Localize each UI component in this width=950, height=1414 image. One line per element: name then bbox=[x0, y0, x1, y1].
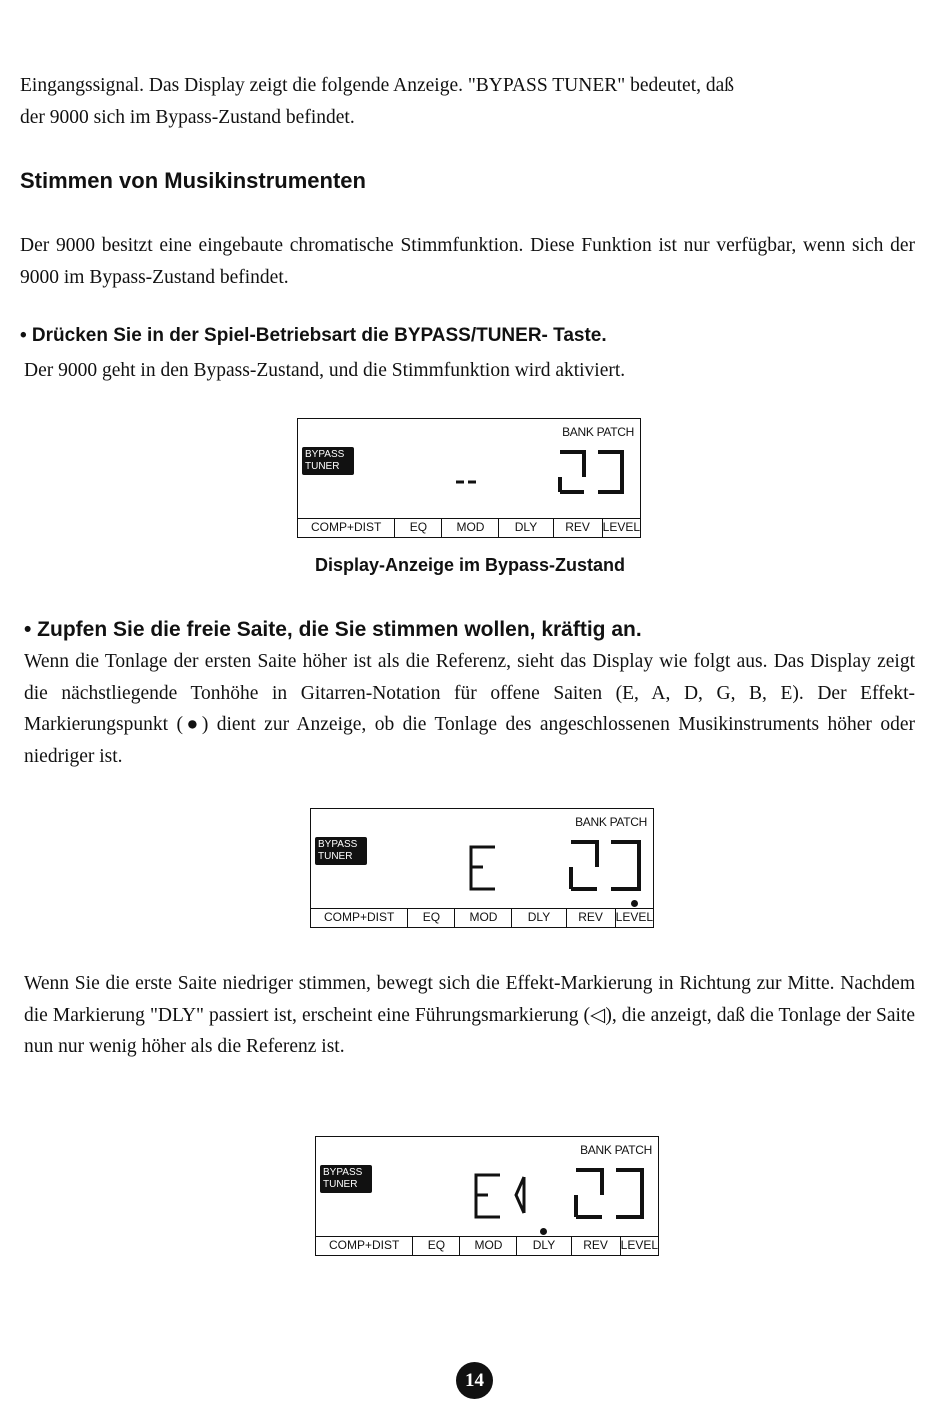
effects-row bbox=[316, 1236, 658, 1255]
effect-cell bbox=[511, 909, 565, 927]
lcd-digits bbox=[316, 1137, 660, 1237]
patch-digits bbox=[576, 1170, 642, 1217]
effect-label: EQ bbox=[422, 910, 441, 924]
effect-label: COMP+DIST bbox=[323, 910, 395, 924]
badge-line-tuner: TUNER bbox=[305, 461, 340, 472]
effect-cell bbox=[316, 1237, 412, 1255]
lcd-digits bbox=[298, 419, 642, 519]
effect-cell bbox=[620, 1237, 658, 1255]
step2-heading: • Zupfen Sie die freie Saite, die Sie stimmen wollen, kräftig an. bbox=[24, 618, 642, 641]
effect-cell bbox=[298, 519, 394, 537]
badge-line-bypass: BYPASS bbox=[323, 1167, 363, 1178]
page-number: 14 bbox=[456, 1362, 493, 1399]
lcd-display-high bbox=[310, 808, 654, 928]
effect-cell bbox=[394, 519, 441, 537]
step1-heading: • Drücken Sie in der Spiel-Betriebsart die BYPASS/TUNER- Taste. bbox=[20, 325, 607, 346]
effect-label: LEVEL bbox=[602, 520, 640, 534]
effect-cell bbox=[412, 1237, 459, 1255]
intro-line-1: Eingangssignal. Das Display zeigt die folgende Anzeige. "BYPASS TUNER" bedeutet, daß bbox=[20, 75, 735, 96]
effect-cell bbox=[553, 519, 602, 537]
intro-line-2: der 9000 sich im Bypass-Zustand befindet. bbox=[20, 106, 355, 128]
effect-cell bbox=[516, 1237, 570, 1255]
lcd-digits bbox=[311, 809, 655, 909]
effect-label: LEVEL bbox=[620, 1238, 658, 1252]
effect-cell bbox=[615, 909, 653, 927]
display1-caption: Display-Anzeige im Bypass-Zustand bbox=[314, 555, 626, 575]
effect-cell bbox=[407, 909, 454, 927]
badge-line-tuner: TUNER bbox=[323, 1179, 358, 1190]
effects-row bbox=[311, 908, 653, 927]
effect-label: REV bbox=[578, 910, 603, 924]
effect-label: MOD bbox=[456, 520, 485, 534]
badge-line-bypass: BYPASS bbox=[318, 839, 358, 850]
section-paragraph: Der 9000 besitzt eine eingebaute chromatische Stimmfunktion. Diese Funktion ist nur verfügbar, wenn sich der 9000 im Bypass-Zustand befindet. bbox=[20, 235, 915, 288]
badge-line-bypass: BYPASS bbox=[305, 449, 345, 460]
effect-cell bbox=[566, 909, 615, 927]
effect-label: MOD bbox=[469, 910, 498, 924]
patch-digits bbox=[560, 452, 622, 492]
lcd-display-bypass bbox=[297, 418, 641, 538]
effect-label: MOD bbox=[474, 1238, 503, 1252]
lcd-display-guide bbox=[315, 1136, 659, 1256]
effect-label: COMP+DIST bbox=[310, 520, 382, 534]
intro-text bbox=[20, 70, 915, 133]
effect-label: EQ bbox=[427, 1238, 446, 1252]
effect-label: COMP+DIST bbox=[328, 1238, 400, 1252]
note-indicator bbox=[476, 1175, 500, 1217]
effect-label: DLY bbox=[514, 520, 538, 534]
effect-cell bbox=[571, 1237, 620, 1255]
effect-cell bbox=[311, 909, 407, 927]
section-title: Stimmen von Musikinstrumenten bbox=[20, 168, 366, 193]
effect-cell bbox=[441, 519, 498, 537]
note-indicator bbox=[471, 847, 495, 889]
effect-cell bbox=[459, 1237, 516, 1255]
bank-patch-label: BANK PATCH bbox=[575, 815, 647, 829]
effects-row bbox=[298, 518, 640, 537]
effect-label: DLY bbox=[532, 1238, 556, 1252]
bank-patch-label: BANK PATCH bbox=[562, 425, 634, 439]
step2-text: Wenn die Tonlage der ersten Saite höher ist als die Referenz, sieht das Display wie folgt aus. Das Display zeigt die nächstliegende Tonhöhe in Gitarren-Notation für offene Saiten (E, A, D, G, B, E). Der Effekt-Markierungspunkt (●) dient zur Anzeige, ob die Tonlage des angeschlossenen Musikinstruments höher oder niedriger ist. bbox=[24, 651, 915, 767]
badge-line-tuner: TUNER bbox=[318, 851, 353, 862]
effect-cell bbox=[454, 909, 511, 927]
effect-marker-dot-icon bbox=[631, 900, 638, 907]
effect-label: REV bbox=[565, 520, 590, 534]
step3-text: Wenn Sie die erste Saite niedriger stimmen, bewegt sich die Effekt-Markierung in Richtung zur Mitte. Nachdem die Markierung "DLY" passiert ist, erscheint eine Führungsmarkierung (◁), die anzeigt, daß die Tonlage der Saite nun nur wenig höher als die Referenz ist. bbox=[24, 973, 915, 1057]
effect-label: EQ bbox=[409, 520, 428, 534]
effect-label: REV bbox=[583, 1238, 608, 1252]
effect-cell bbox=[602, 519, 640, 537]
step1-text: Der 9000 geht in den Bypass-Zustand, und die Stimmfunktion wird aktiviert. bbox=[24, 360, 626, 381]
bank-patch-label: BANK PATCH bbox=[580, 1143, 652, 1157]
effect-cell bbox=[498, 519, 552, 537]
patch-digits bbox=[571, 842, 639, 889]
effect-label: DLY bbox=[527, 910, 551, 924]
guide-arrow-icon bbox=[516, 1177, 524, 1213]
effect-label: LEVEL bbox=[615, 910, 653, 924]
